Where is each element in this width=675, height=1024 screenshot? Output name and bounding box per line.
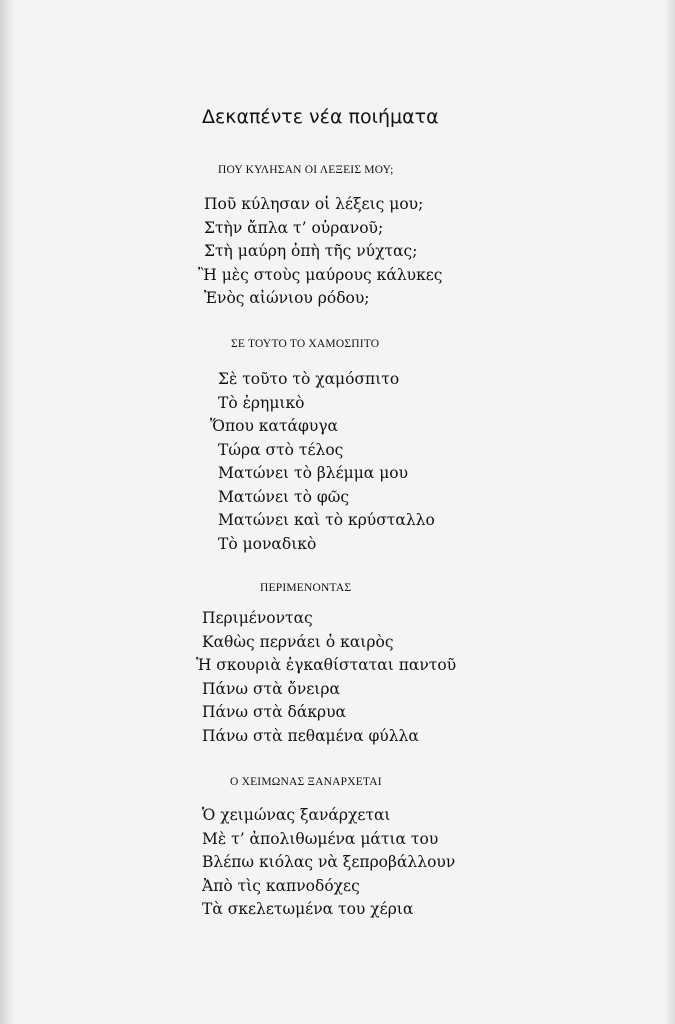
poem-line: Ματώνει καὶ τὸ κρύσταλλο: [218, 511, 435, 529]
poem-line: Τὸ μοναδικὸ: [218, 534, 317, 553]
poem-title-4: Ο ΧΕΙΜΩΝΑΣ ΞΑΝΑΡΧΕΤΑΙ: [230, 776, 382, 788]
poem-line: Ἑνὸς αἰώνιου ρόδου;: [204, 289, 370, 307]
poem-line: Μὲ τ’ ἀπολιθωμένα μάτια του: [202, 829, 439, 848]
poem-line: Τὸ ἐρημικὸ: [218, 393, 305, 412]
poem-line: Ποῦ κύλησαν οἱ λέξεις μου;: [204, 195, 424, 213]
poem-line: Καθὼς περνάει ὁ καιρὸς: [202, 632, 394, 651]
poem-line: Τὰ σκελετωμένα του χέρια: [202, 900, 414, 918]
poem-line: Περιμένοντας: [202, 609, 313, 627]
page-gutter-shadow: [0, 0, 14, 1024]
poem-line: Ματώνει τὸ φῶς: [218, 487, 350, 506]
poem-1-body: [198, 193, 443, 311]
poem-line: Ἡ σκουριὰ ἐγκαθίσταται παντοῦ: [196, 656, 457, 674]
poem-line: Πάνω στὰ ὄνειρα: [202, 679, 340, 698]
poem-line: Πάνω στὰ πεθαμένα φύλλα: [202, 726, 419, 745]
poem-line: Ὅπου κατάφυγα: [210, 417, 339, 435]
poem-line: Βλέπω κιόλας νὰ ξεπροβάλλουν: [202, 853, 456, 871]
poem-title-1: ΠΟΥ ΚΥΛΗΣΑΝ ΟΙ ΛΕΞΕΙΣ ΜΟΥ;: [218, 164, 394, 176]
poem-line: Στὴν ἄπλα τ’ οὐρανοῦ;: [204, 218, 384, 237]
poem-title-3: ΠΕΡΙΜΕΝΟΝΤΑΣ: [260, 582, 352, 594]
poem-line: Ἀπὸ τὶς καπνοδόχες: [202, 876, 360, 895]
poem-line: Τώρα στὸ τέλος: [218, 440, 344, 459]
page-edge-shadow: [665, 0, 675, 1024]
poem-line: Πάνω στὰ δάκρυα: [202, 703, 347, 721]
poem-4-body: [202, 804, 455, 922]
book-title: Δεκαπέντε νέα ποιήματα: [202, 106, 439, 128]
poem-line: Ὁ χειμώνας ξανάρχεται: [202, 806, 391, 824]
poem-line: Στὴ μαύρη ὀπὴ τῆς νύχτας;: [204, 242, 418, 260]
poem-line: Ἢ μὲς στοὺς μαύρους κάλυκες: [198, 265, 443, 284]
poem-3-body: [196, 607, 457, 748]
poem-title-2: ΣΕ ΤΟΥΤΟ ΤΟ ΧΑΜΟΣΠΙΤΟ: [231, 338, 380, 350]
poem-line: Ματώνει τὸ βλέμμα μου: [218, 464, 409, 482]
poem-2-body: [210, 368, 435, 556]
poem-line: Σὲ τοῦτο τὸ χαμόσπιτο: [218, 370, 400, 388]
